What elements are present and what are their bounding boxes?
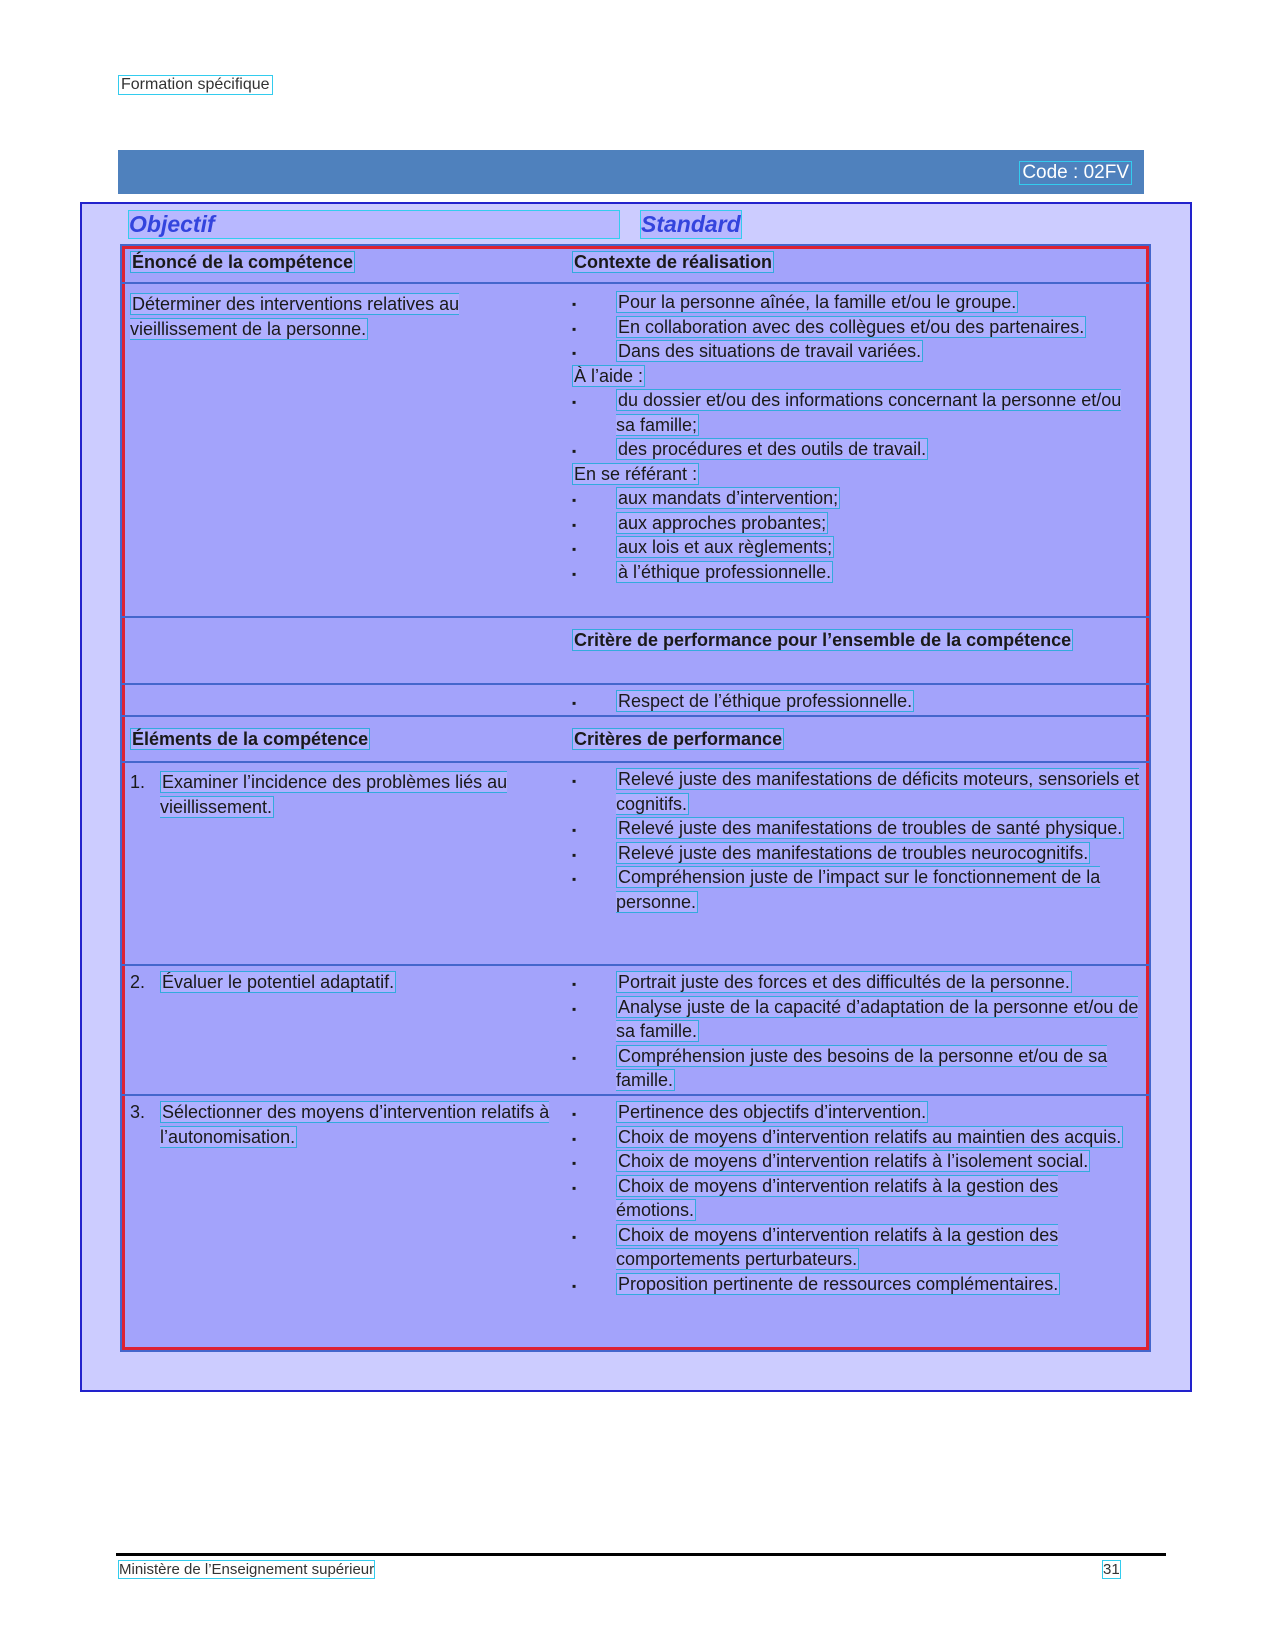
context-label: En se référant :: [574, 463, 698, 484]
table-rule: [122, 1094, 1149, 1096]
table-rule: [122, 715, 1149, 717]
context-item: ▪ Pour la personne aînée, la famille et/ou le groupe.: [572, 290, 1142, 315]
criterion-item: ▪ Compréhension juste de l’impact sur le fonctionnement de la personne.: [572, 865, 1142, 914]
criterion-item: ▪ Relevé juste des manifestations de troubles neurocognitifs.: [572, 841, 1142, 866]
objective-heading: Objectif: [128, 210, 620, 239]
context-item: ▪ Dans des situations de travail variées.: [572, 339, 1142, 364]
table-rule: [122, 964, 1149, 966]
context-item: ▪ à l’éthique professionnelle.: [572, 560, 1142, 585]
element-2-criteria: [572, 970, 1142, 1093]
context-item: ▪ aux mandats d’intervention;: [572, 486, 1142, 511]
context-item: ▪ En collaboration avec des collègues et/ou des partenaires.: [572, 315, 1142, 340]
criterion-item: ▪ Choix de moyens d’intervention relatifs à l’isolement social.: [572, 1149, 1142, 1174]
criterion-item: ▪ Analyse juste de la capacité d’adaptation de la personne et/ou de sa famille.: [572, 995, 1142, 1044]
element-3-criteria: [572, 1100, 1142, 1296]
context-item: ▪ aux approches probantes;: [572, 511, 1142, 536]
context-item: ▪ aux lois et aux règlements;: [572, 535, 1142, 560]
context-item: ▪ du dossier et/ou des informations concernant la personne et/ou sa famille;: [572, 388, 1142, 437]
page-number: 31: [1103, 1561, 1120, 1578]
criterion-item: ▪ Choix de moyens d’intervention relatifs au maintien des acquis.: [572, 1125, 1142, 1150]
table-rule: [122, 761, 1149, 763]
competency-statement: Déterminer des interventions relatives au vieillissement de la personne.: [130, 294, 460, 339]
criterion-item: ▪ Compréhension juste des besoins de la personne et/ou de sa famille.: [572, 1044, 1142, 1093]
context-list: [572, 290, 1142, 584]
criterion-item: ▪ Relevé juste des manifestations de troubles de santé physique.: [572, 816, 1142, 841]
footer-rule: [116, 1553, 1166, 1556]
context-label: À l’aide :: [574, 365, 644, 386]
code-bar: [118, 150, 1144, 194]
global-criteria-list: [572, 689, 1142, 714]
statement-header: Énoncé de la compétence: [132, 252, 354, 272]
global-criteria-header: Critère de performance pour l’ensemble de la compétence: [574, 630, 1072, 650]
standard-heading: Standard: [641, 211, 741, 237]
table-rule: [122, 683, 1149, 685]
element-1-criteria: [572, 767, 1142, 914]
criterion-item: ▪ Choix de moyens d’intervention relatifs à la gestion des comportements perturbateurs.: [572, 1223, 1142, 1272]
criterion-item: ▪ Proposition pertinente de ressources complémentaires.: [572, 1272, 1142, 1297]
criterion-item: ▪ Choix de moyens d’intervention relatifs à la gestion des émotions.: [572, 1174, 1142, 1223]
element-1: 1. Examiner l’incidence des problèmes liés au vieillissement.: [130, 772, 508, 817]
element-3: 3. Sélectionner des moyens d’intervention relatifs à l’autonomisation.: [130, 1102, 550, 1147]
context-header: Contexte de réalisation: [574, 252, 773, 272]
criterion-item: ▪ Relevé juste des manifestations de déficits moteurs, sensoriels et cognitifs.: [572, 767, 1142, 816]
element-2: 2. Évaluer le potentiel adaptatif.: [130, 972, 395, 992]
table-rule: [122, 282, 1149, 284]
table-rule: [122, 616, 1149, 618]
criterion-item: ▪ Respect de l’éthique professionnelle.: [572, 689, 1142, 714]
criteria-header: Critères de performance: [574, 729, 783, 749]
criterion-item: ▪ Portrait juste des forces et des difficultés de la personne.: [572, 970, 1142, 995]
elements-header: Éléments de la compétence: [132, 729, 369, 749]
criterion-item: ▪ Pertinence des objectifs d’intervention.: [572, 1100, 1142, 1125]
context-item: ▪ des procédures et des outils de travail.: [572, 437, 1142, 462]
course-code: Code : 02FV: [1019, 161, 1132, 185]
running-head: Formation spécifique: [118, 75, 273, 95]
footer-ministry: Ministère de l’Enseignement supérieur: [119, 1561, 375, 1578]
